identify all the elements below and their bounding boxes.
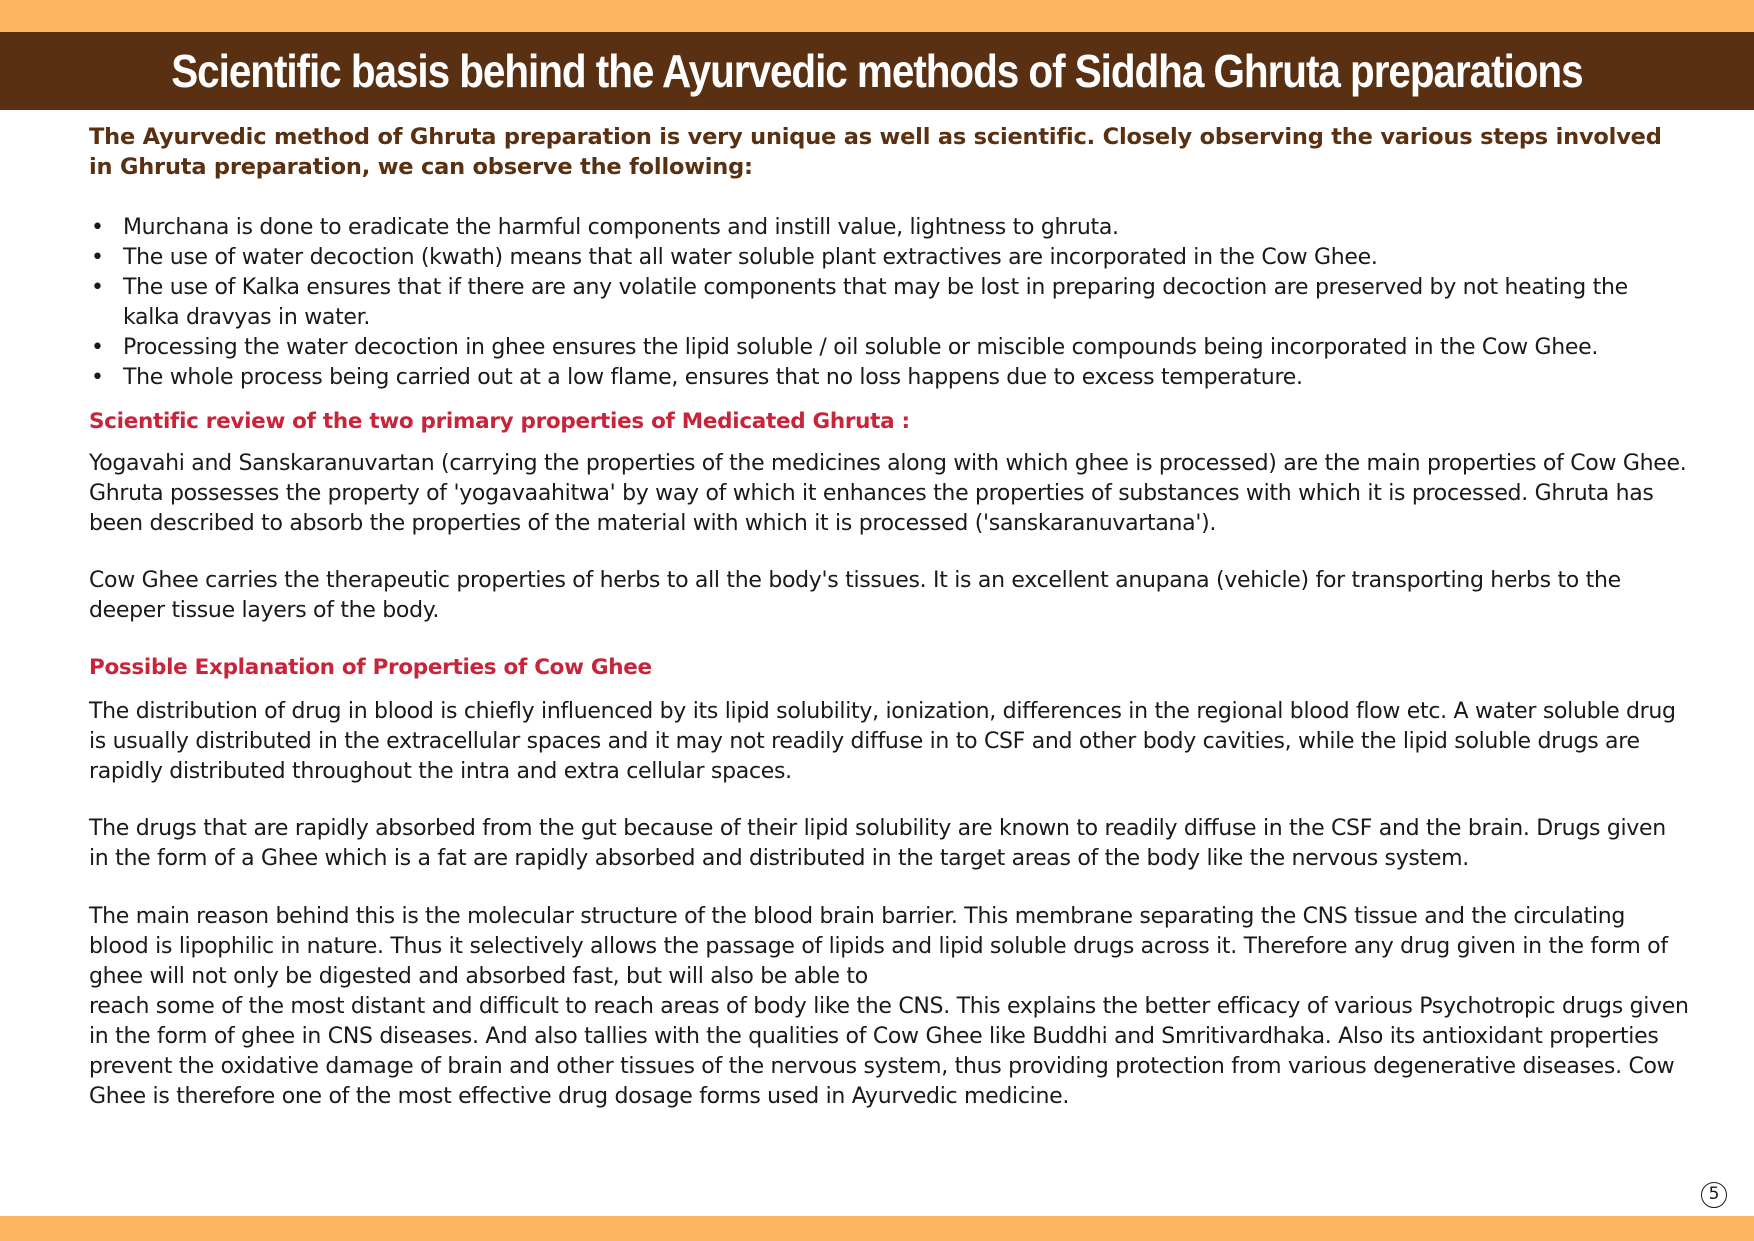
bullet-icon: • bbox=[91, 365, 104, 390]
list-item bbox=[89, 243, 1689, 273]
bullet-icon: • bbox=[91, 335, 104, 360]
page-number-badge: 5 bbox=[1701, 1182, 1727, 1208]
paragraph-anupana: Cow Ghee carries the therapeutic properties of herbs to all the body's tissues. It is an excellent anupana (vehicle) for transporting herbs to the deeper tissue layers of the body. bbox=[89, 568, 1621, 623]
list-item bbox=[89, 213, 1689, 243]
list-item bbox=[89, 363, 1689, 393]
title-banner bbox=[0, 32, 1754, 110]
list-item-text: The use of water decoction (kwath) means that all water soluble plant extractives are incorporated in the Cow Ghee. bbox=[123, 245, 1378, 270]
intro-paragraph: The Ayurvedic method of Ghruta preparation is very unique as well as scientific. Closely observing the various steps involved in Ghruta preparation, we can observe the following: bbox=[89, 124, 1662, 180]
paragraph-absorption: The drugs that are rapidly absorbed from the gut because of their lipid solubility are known to readily diffuse in the CSF and the brain. Drugs given in the form of a Ghee which is a fat are rapidly absorbed and distributed in the target areas of the body like the nervous system. bbox=[89, 816, 1666, 871]
top-orange-band bbox=[0, 0, 1754, 32]
list-item-text: Processing the water decoction in ghee ensures the lipid soluble / oil soluble or miscible compounds being incorporated in the Cow Ghee. bbox=[123, 335, 1599, 360]
page-title: Scientific basis behind the Ayurvedic methods of Siddha Ghruta preparations bbox=[171, 45, 1583, 97]
bullet-icon: • bbox=[91, 245, 104, 270]
section-heading-properties-review: Scientific review of the two primary properties of Medicated Ghruta : bbox=[89, 409, 910, 434]
list-item bbox=[89, 333, 1689, 363]
paragraph-cns-efficacy: reach some of the most distant and difficult to reach areas of body like the CNS. This explains the better efficacy of various Psychotropic drugs given in the form of ghee in CNS diseases. And also tallies with the qualities of Cow Ghee like Buddhi and Smritivardhaka. Also its antioxidant properties prevent the oxidative damage of brain and other tissues of the nervous system, thus providing protection from various degenerative diseases. Cow Ghee is therefore one of the most effective drug dosage forms used in Ayurvedic medicine. bbox=[89, 994, 1689, 1109]
bottom-orange-band bbox=[0, 1216, 1754, 1241]
bullet-icon: • bbox=[91, 215, 104, 240]
main-content bbox=[89, 122, 1689, 1112]
list-item-text: The whole process being carried out at a low flame, ensures that no loss happens due to excess temperature. bbox=[123, 365, 1303, 390]
steps-bullet-list bbox=[89, 213, 1689, 393]
bullet-icon: • bbox=[91, 275, 104, 300]
section-heading-explanation: Possible Explanation of Properties of Cow Ghee bbox=[89, 655, 652, 680]
list-item bbox=[89, 273, 1689, 333]
list-item-text: Murchana is done to eradicate the harmful components and instill value, lightness to ghruta. bbox=[123, 215, 1119, 240]
list-item-text: The use of Kalka ensures that if there are any volatile components that may be lost in preparing decoction are preserved by not heating the kalka dravyas in water. bbox=[123, 275, 1628, 330]
paragraph-blood-brain-barrier: The main reason behind this is the molecular structure of the blood brain barrier. This membrane separating the CNS tissue and the circulating blood is lipophilic in nature. Thus it selectively allows the passage of lipids and lipid soluble drugs across it. Therefore any drug given in the form of ghee will not only be digested and absorbed fast, but will also be able to bbox=[89, 904, 1668, 989]
paragraph-drug-distribution: The distribution of drug in blood is chiefly influenced by its lipid solubility, ionization, differences in the regional blood flow etc. A water soluble drug is usually distributed in the extracellular spaces and it may not readily diffuse in to CSF and other body cavities, while the lipid soluble drugs are rapidly distributed throughout the intra and extra cellular spaces. bbox=[89, 699, 1676, 784]
paragraph-yogavahi: Yogavahi and Sanskaranuvartan (carrying the properties of the medicines along with which ghee is processed) are the main properties of Cow Ghee. Ghruta possesses the property of 'yogavaahitwa' by way of which it enhances the properties of substances with which it is processed. Ghruta has been described to absorb the properties of the material with which it is processed ('sanskaranuvartana'). bbox=[89, 451, 1687, 536]
